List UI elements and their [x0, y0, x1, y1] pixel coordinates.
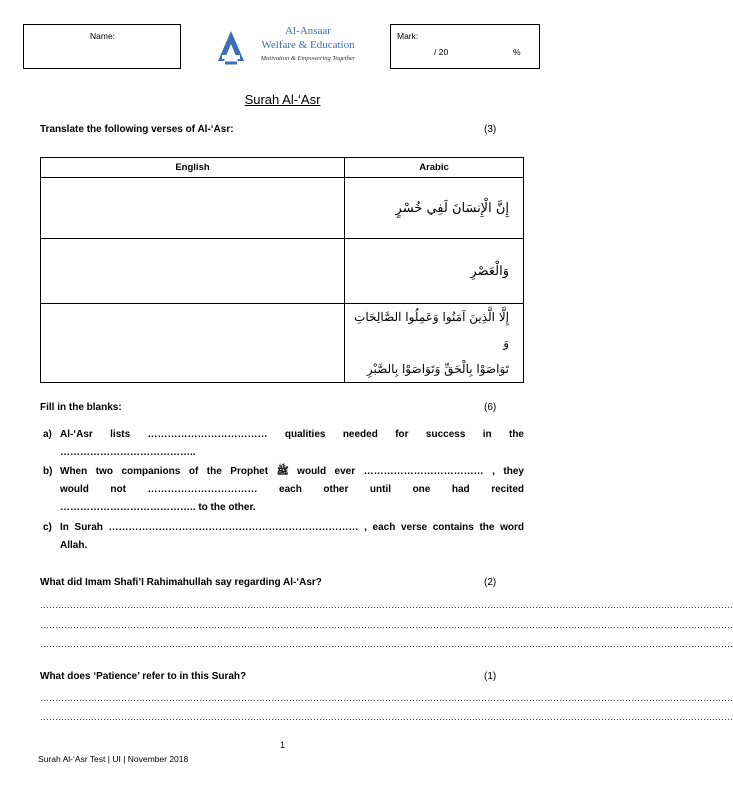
item-letter: c)	[43, 522, 52, 533]
col-english: English	[41, 158, 345, 178]
mark-box[interactable]	[390, 24, 540, 69]
logo-tagline: Motivation & Empowering Together	[260, 55, 356, 62]
item-line[interactable]: would not …………………………… each other until one had recited	[60, 484, 524, 495]
english-answer-cell[interactable]	[41, 239, 345, 304]
mark-total: / 20	[434, 47, 449, 57]
arabic-verse: وَالْعَصْرِ	[345, 239, 524, 304]
item-line[interactable]: Allah.	[60, 540, 88, 551]
item-line[interactable]: When two companions of the Prophet ﷺ would ever ……………………………… , they	[60, 466, 524, 477]
name-box[interactable]	[23, 24, 181, 69]
fill-item-c	[43, 519, 524, 555]
fill-item-a	[43, 426, 524, 462]
item-line[interactable]: Al-‘Asr lists ……………………………… qualities needed for success in the	[60, 429, 524, 440]
item-letter: b)	[43, 466, 53, 477]
percent-sign: %	[513, 47, 521, 57]
answer-line[interactable]: ……………………………………………………………………………………………………………………………………………………………………………………………………………	[40, 600, 733, 610]
q4-marks: (1)	[484, 671, 497, 682]
item-line[interactable]: In Surah ………………………………………………………………… , each verse contains the word	[60, 522, 524, 533]
answer-line[interactable]: ……………………………………………………………………………………………………………………………………………………………………………………………………………	[40, 693, 733, 703]
fill-item-b	[43, 463, 524, 517]
page-number: 1	[279, 740, 285, 750]
logo-mark-icon	[214, 29, 248, 65]
q3-text: What did Imam Shafi’I Rahimahullah say regarding Al-‘Asr?	[40, 577, 322, 588]
answer-line[interactable]: ……………………………………………………………………………………………………………………………………………………………………………………………………………	[40, 639, 733, 649]
arabic-verse: تَوَاصَوْا بِالْحَقِّ وَتَوَاصَوْا بِالصَّبْرِ	[366, 362, 509, 376]
col-arabic: Arabic	[345, 158, 524, 178]
q4-text: What does ‘Patience’ refer to in this Surah?	[40, 671, 247, 682]
table-row	[41, 178, 524, 239]
table-row	[41, 304, 524, 383]
logo	[214, 25, 364, 69]
mark-label: Mark:	[397, 31, 419, 41]
q3-marks: (2)	[484, 577, 497, 588]
english-answer-cell[interactable]	[41, 178, 345, 239]
item-line[interactable]: …………………………………..	[60, 447, 196, 458]
name-label: Name:	[90, 31, 116, 41]
arabic-verse-cell	[345, 304, 524, 383]
arabic-verse: إِلَّا الَّذِينَ آمَنُوا وَعَمِلُوا الصَّالِحَاتِ وَ	[354, 310, 509, 350]
q2-text: Fill in the blanks:	[40, 402, 122, 413]
page-title: Surah Al-‘Asr	[244, 92, 321, 107]
english-answer-cell[interactable]	[41, 304, 345, 383]
arabic-verse: إِنَّ الْإِنسَانَ لَفِي خُسْرٍ	[345, 178, 524, 239]
answer-line[interactable]: ……………………………………………………………………………………………………………………………………………………………………………………………………………	[40, 712, 733, 722]
q1-text: Translate the following verses of Al-‘Asr:	[40, 124, 234, 135]
q2-marks: (6)	[484, 402, 497, 413]
item-letter: a)	[43, 429, 52, 440]
logo-line2: Welfare & Education	[261, 39, 355, 51]
table-row	[41, 239, 524, 304]
q1-marks: (3)	[484, 124, 497, 135]
logo-line1: Al-Ansaar	[285, 25, 331, 37]
footer-text: Surah Al-‘Asr Test | UI | November 2018	[38, 754, 189, 764]
item-line[interactable]: ………………………………….. to the other.	[60, 502, 256, 513]
translation-table	[40, 157, 524, 383]
answer-line[interactable]: ……………………………………………………………………………………………………………………………………………………………………………………………………………	[40, 620, 733, 630]
